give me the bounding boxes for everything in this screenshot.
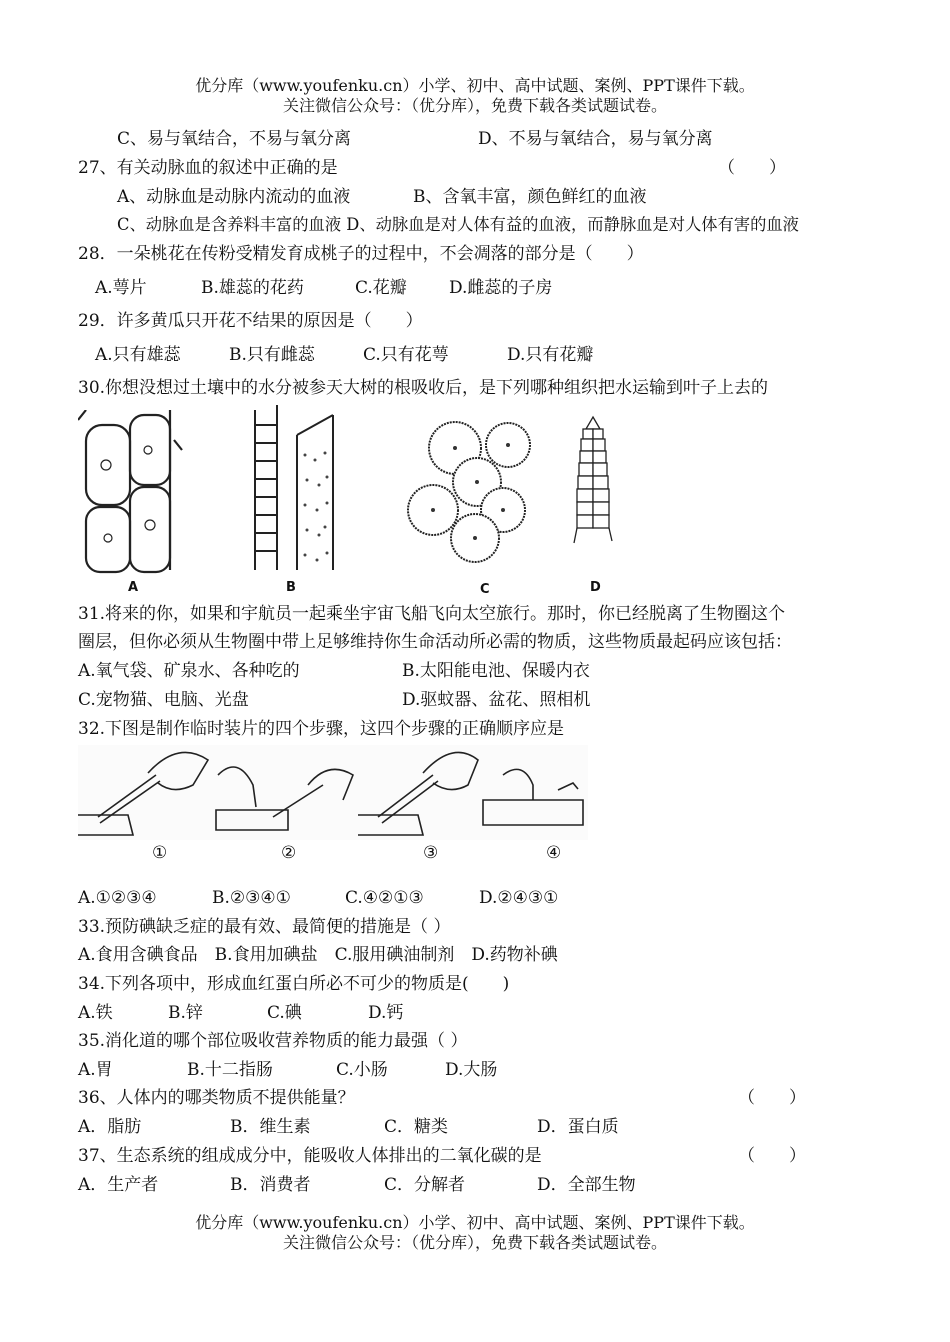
q35-option-c: C.小肠	[336, 1060, 388, 1080]
q37-option-a: A．生产者	[78, 1175, 159, 1195]
q36-option-b: B．维生素	[230, 1117, 311, 1137]
q29-option-c: C.只有花萼	[363, 345, 449, 365]
q32-stem: 32.下图是制作临时装片的四个步骤，这四个步骤的正确顺序应是	[78, 719, 565, 739]
figure-label-a: A	[128, 580, 139, 595]
q32-option-b: B.②③④①	[212, 888, 291, 908]
q32-option-d: D.②④③①	[479, 888, 559, 908]
page-header	[0, 76, 950, 116]
q31-option-d: D.驱蚊器、盆花、照相机	[402, 690, 591, 710]
q34-stem: 34.下列各项中，形成血红蛋白所必不可少的物质是( )	[78, 974, 510, 994]
q29-option-a: A.只有雄蕊	[95, 345, 181, 365]
step-1-label: ①	[152, 843, 168, 863]
q33-options: A.食用含碘食品 B.食用加碘盐 C.服用碘油制剂 D.药物补碘	[78, 945, 558, 965]
q31-option-c: C.宠物猫、电脑、光盘	[78, 690, 249, 710]
q35-option-a: A.胃	[78, 1060, 113, 1080]
tissue-figure-b	[245, 405, 355, 575]
q34-option-c: C.碘	[267, 1003, 302, 1023]
page-footer	[0, 1213, 950, 1253]
q34-option-a: A.铁	[78, 1003, 113, 1023]
slide-steps-figure	[78, 745, 588, 840]
q34-option-d: D.钙	[368, 1003, 404, 1023]
q27-answer-paren: （ ）	[718, 158, 786, 178]
q32-option-c: C.④②①③	[345, 888, 424, 908]
q37-stem: 37、生态系统的组成成分中，能吸收人体排出的二氧化碳的是	[78, 1146, 542, 1166]
step-2-label: ②	[281, 843, 297, 863]
q27-option-cd: C、动脉血是含养料丰富的血液 D、动脉血是对人体有益的血液，而静脉血是对人体有害的血液	[117, 215, 799, 234]
tissue-figure-c	[405, 410, 535, 570]
figure-label-d: D	[590, 580, 601, 595]
q28-option-b: B.雄蕊的花药	[201, 278, 304, 298]
figure-label-c: C	[480, 582, 490, 597]
q28-option-d: D.雌蕊的子房	[449, 278, 553, 298]
q35-stem: 35.消化道的哪个部位吸收营养物质的能力最强（ ）	[78, 1031, 468, 1051]
q28-stem: 28．一朵桃花在传粉受精发育成桃子的过程中，不会凋落的部分是（ ）	[78, 244, 644, 264]
q29-stem: 29．许多黄瓜只开花不结果的原因是（ ）	[78, 311, 423, 331]
q27-stem: 27、有关动脉血的叙述中正确的是	[78, 158, 338, 178]
header-line-2: 关注微信公众号：（优分库），免费下载各类试题试卷。	[282, 96, 667, 115]
footer-line-2: 关注微信公众号：（优分库），免费下载各类试题试卷。	[282, 1233, 667, 1252]
figure-label-b: B	[286, 580, 296, 595]
q37-answer-paren: （ ）	[738, 1146, 806, 1166]
q33-stem: 33.预防碘缺乏症的最有效、最简便的措施是（ ）	[78, 917, 451, 937]
tissue-figure-d	[568, 415, 618, 555]
q36-stem: 36、人体内的哪类物质不提供能量？	[78, 1088, 355, 1108]
q30-stem: 30.你想没想过土壤中的水分被参天大树的根吸收后，是下列哪种组织把水运输到叶子上去的	[78, 378, 769, 398]
q31-option-b: B.太阳能电池、保暖内衣	[402, 661, 590, 681]
q31-stem-2: 圈层，但你必须从生物圈中带上足够维持你生命活动所必需的物质，这些物质最起码应该包括：	[78, 632, 792, 652]
q36-option-c: C．糖类	[384, 1117, 449, 1137]
step-3-label: ③	[423, 843, 439, 863]
q34-option-b: B.锌	[168, 1003, 203, 1023]
q31-option-a: A.氧气袋、矿泉水、各种吃的	[78, 661, 300, 681]
q37-option-b: B．消费者	[230, 1175, 311, 1195]
q35-option-d: D.大肠	[445, 1060, 498, 1080]
header-line-1: 优分库（www.youfenku.cn）小学、初中、高中试题、案例、PPT课件下载。	[195, 76, 755, 95]
q27-option-b: B、含氧丰富，颜色鲜红的血液	[413, 187, 647, 207]
tissue-figure-a	[78, 410, 188, 575]
q31-stem-1: 31.将来的你，如果和宇航员一起乘坐宇宙飞船飞向太空旅行。那时，你已经脱离了生物圈这个	[78, 604, 786, 624]
q36-answer-paren: （ ）	[738, 1088, 806, 1108]
step-4-label: ④	[546, 843, 562, 863]
q29-option-d: D.只有花瓣	[507, 345, 594, 365]
q29-option-b: B.只有雌蕊	[229, 345, 315, 365]
q28-option-a: A.萼片	[95, 278, 147, 298]
q26-option-d: D、不易与氧结合，易与氧分离	[478, 129, 713, 149]
q32-option-a: A.①②③④	[78, 888, 157, 908]
footer-line-1: 优分库（www.youfenku.cn）小学、初中、高中试题、案例、PPT课件下载。	[195, 1213, 755, 1232]
q36-option-a: A．脂肪	[78, 1117, 142, 1137]
q36-option-d: D．蛋白质	[537, 1117, 619, 1137]
q37-option-c: C．分解者	[384, 1175, 466, 1195]
q37-option-d: D．全部生物	[537, 1175, 636, 1195]
q28-option-c: C.花瓣	[355, 278, 407, 298]
q26-option-c: C、易与氧结合，不易与氧分离	[117, 129, 352, 149]
q27-option-a: A、动脉血是动脉内流动的血液	[117, 187, 351, 207]
q35-option-b: B.十二指肠	[187, 1060, 273, 1080]
